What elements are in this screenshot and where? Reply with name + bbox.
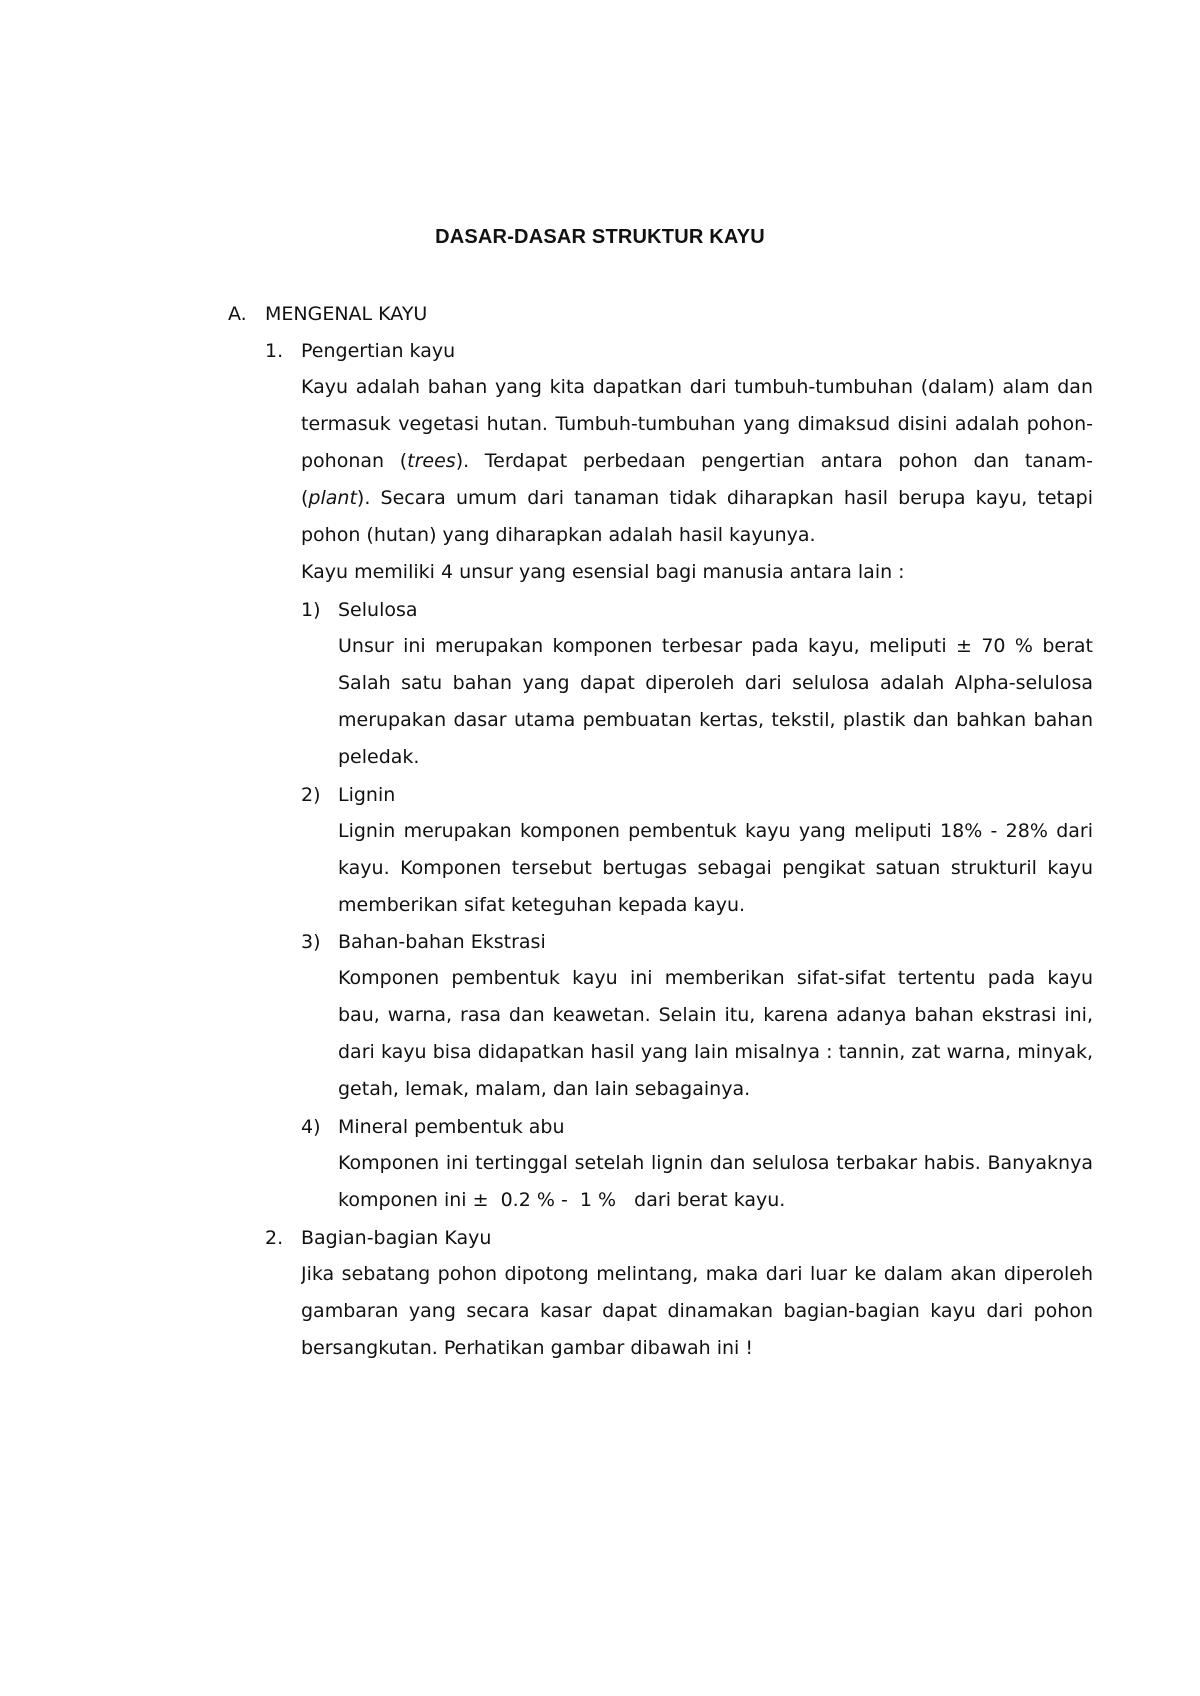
- paragraph-line: merupakan dasar utama pembuatan kertas, tekstil, plastik dan bahkan bahan: [338, 709, 1093, 731]
- paragraph-line: Komponen pembentuk kayu ini memberikan sifat-sifat tertentu pada kayu: [338, 967, 1093, 989]
- sub-item-4-marker: 4): [301, 1116, 321, 1138]
- paragraph-line: termasuk vegetasi hutan. Tumbuh-tumbuhan yang dimaksud disini adalah pohon-: [301, 413, 1093, 435]
- paragraph-line: pohonan (trees). Terdapat perbedaan pengertian antara pohon dan tanam-: [301, 450, 1093, 472]
- item-2-paragraph: [301, 1256, 1093, 1367]
- item-2-marker: 2.: [265, 1227, 284, 1249]
- paragraph-line: Kayu adalah bahan yang kita dapatkan dari tumbuh-tumbuhan (dalam) alam dan: [301, 376, 1093, 398]
- sub-item-3-heading: Bahan-bahan Ekstrasi: [338, 931, 546, 953]
- section-a-marker: A.: [228, 303, 247, 325]
- sub-item-2-paragraph: [338, 813, 1093, 924]
- paragraph-line: peledak.: [338, 746, 420, 768]
- section-a-heading: MENGENAL KAYU: [265, 303, 428, 325]
- paragraph-line: memberikan sifat keteguhan kepada kayu.: [338, 894, 746, 916]
- item-2-heading: Bagian-bagian Kayu: [301, 1227, 492, 1249]
- paragraph-line: Unsur ini merupakan komponen terbesar pada kayu, meliputi ± 70 % berat: [338, 635, 1093, 657]
- page-title: DASAR-DASAR STRUKTUR KAYU: [435, 226, 765, 248]
- sub-item-1-marker: 1): [301, 599, 321, 621]
- paragraph-line: getah, lemak, malam, dan lain sebagainya.: [338, 1078, 751, 1100]
- item-1-heading: Pengertian kayu: [301, 340, 456, 362]
- sub-item-4-heading: Mineral pembentuk abu: [338, 1116, 565, 1138]
- paragraph-line: Salah satu bahan yang dapat diperoleh dari selulosa adalah Alpha-selulosa: [338, 672, 1093, 694]
- paragraph-line: komponen ini ± 0.2 % - 1 % dari berat kayu.: [338, 1189, 786, 1211]
- paragraph-line: dari kayu bisa didapatkan hasil yang lain misalnya : tannin, zat warna, minyak,: [338, 1041, 1093, 1063]
- paragraph-line: kayu. Komponen tersebut bertugas sebagai pengikat satuan strukturil kayu: [338, 857, 1093, 879]
- item-1-marker: 1.: [265, 340, 284, 362]
- sub-item-2-marker: 2): [301, 784, 321, 806]
- paragraph-line: gambaran yang secara kasar dapat dinamakan bagian-bagian kayu dari pohon: [301, 1300, 1093, 1322]
- italic-term: plant: [308, 487, 357, 509]
- italic-term: trees: [407, 450, 456, 472]
- paragraph-line: (plant). Secara umum dari tanaman tidak diharapkan hasil berupa kayu, tetapi: [301, 487, 1093, 509]
- paragraph-line: bau, warna, rasa dan keawetan. Selain itu, karena adanya bahan ekstrasi ini,: [338, 1004, 1093, 1026]
- sub-item-1-paragraph: [338, 628, 1093, 776]
- sub-item-1-heading: Selulosa: [338, 599, 418, 621]
- sub-item-3-paragraph: [338, 960, 1093, 1108]
- item-1-paragraph: [301, 369, 1093, 591]
- paragraph-line: pohon (hutan) yang diharapkan adalah hasil kayunya.: [301, 524, 816, 546]
- sub-item-4-paragraph: [338, 1145, 1093, 1219]
- paragraph-line: Lignin merupakan komponen pembentuk kayu yang meliputi 18% - 28% dari: [338, 820, 1093, 842]
- paragraph-line: Komponen ini tertinggal setelah lignin dan selulosa terbakar habis. Banyaknya: [338, 1152, 1093, 1174]
- paragraph-intro: Kayu memiliki 4 unsur yang esensial bagi manusia antara lain :: [301, 561, 905, 583]
- sub-item-2-heading: Lignin: [338, 784, 396, 806]
- paragraph-line: Jika sebatang pohon dipotong melintang, maka dari luar ke dalam akan diperoleh: [301, 1263, 1093, 1285]
- sub-item-3-marker: 3): [301, 931, 321, 953]
- paragraph-line: bersangkutan. Perhatikan gambar dibawah ini !: [301, 1337, 753, 1359]
